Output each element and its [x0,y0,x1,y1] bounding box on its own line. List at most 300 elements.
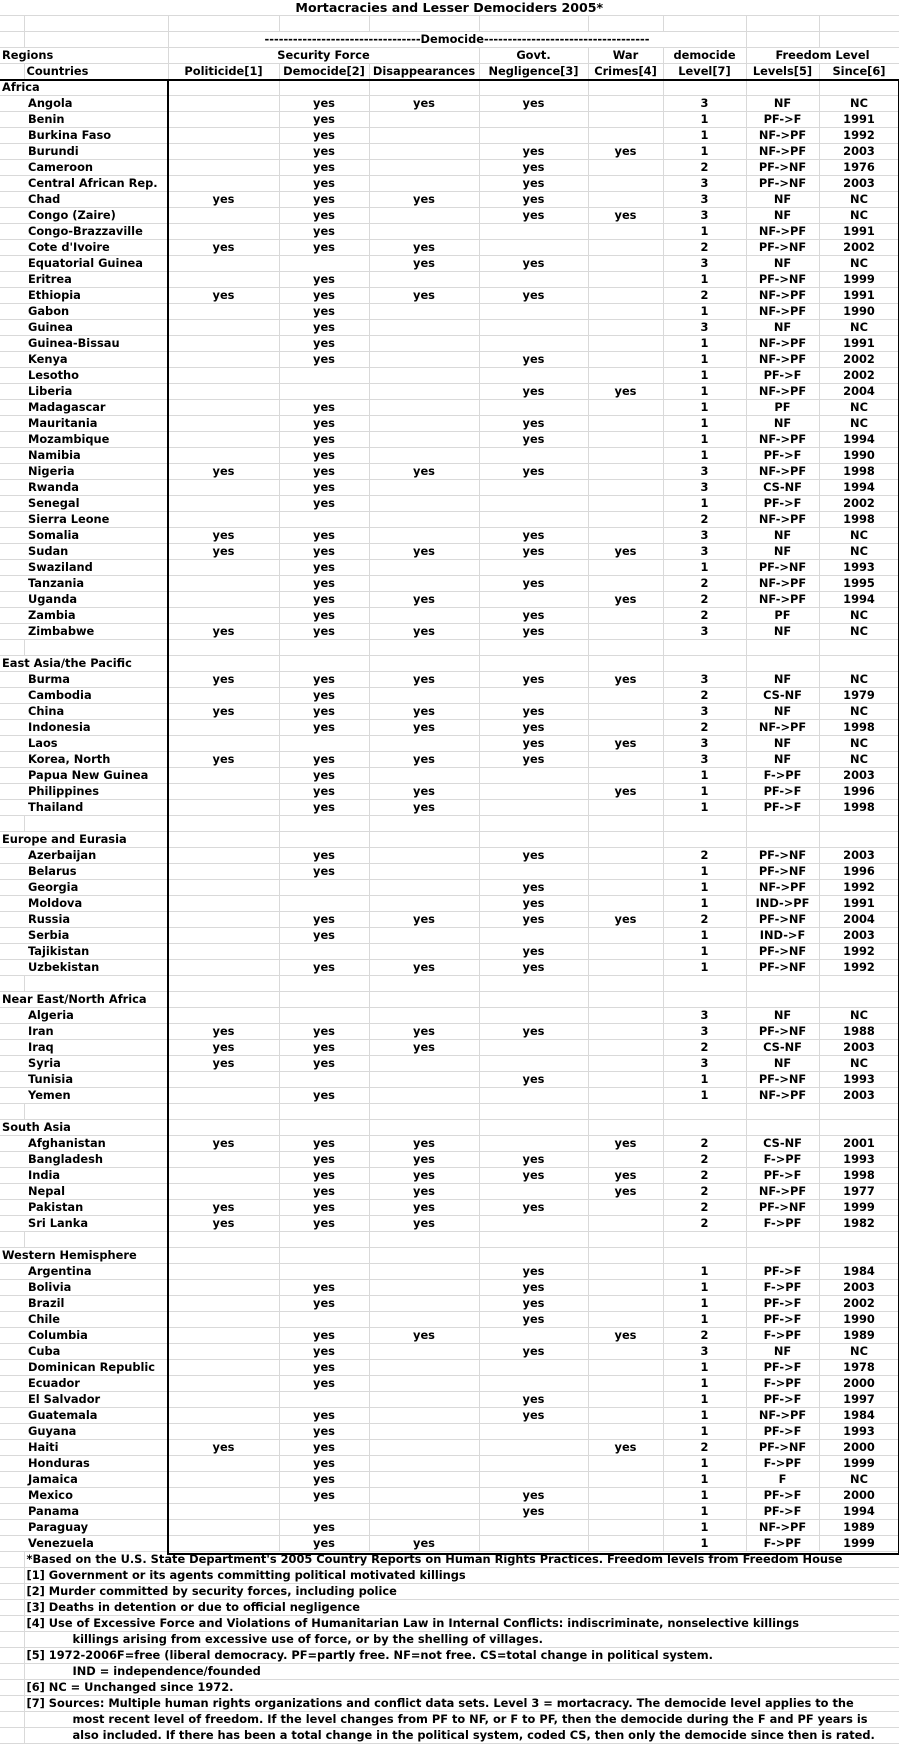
democide-level-cell: 1 [663,1536,746,1552]
democide-level-cell: 1 [663,1488,746,1504]
cell [663,656,746,672]
cell [479,1104,588,1120]
cell [819,640,899,656]
freedom-level-cell: NF [746,1344,819,1360]
politicide-cell [168,720,279,736]
country-row [0,784,899,800]
freedom-level-cell: NF->PF [746,352,819,368]
cell [279,656,369,672]
country-row [0,480,899,496]
democide-cell: yes [279,800,369,816]
democide-level-cell: 2 [663,512,746,528]
since-cell: 1984 [819,1408,899,1424]
freedom-level-cell: F->PF [746,1328,819,1344]
disappearances-cell [369,336,479,352]
democide-level-cell: 1 [663,1264,746,1280]
country-row [0,432,899,448]
disappearances-cell [369,448,479,464]
politicide-cell [168,96,279,112]
democide-cell: yes [279,1168,369,1184]
cell [588,640,663,656]
country-name: Rwanda [0,480,168,496]
negligence-cell: yes [479,1408,588,1424]
country-row [0,1216,899,1232]
democide-level-cell: 1 [663,1312,746,1328]
disappearances-cell: yes [369,1152,479,1168]
democide-cell: yes [279,752,369,768]
country-name: Burkina Faso [0,128,168,144]
disappearances-cell [369,480,479,496]
cell [168,80,279,96]
since-cell: 1992 [819,944,899,960]
cell [479,1232,588,1248]
politicide-cell: yes [168,752,279,768]
negligence-cell: yes [479,720,588,736]
politicide-cell [168,272,279,288]
negligence-cell: yes [479,1200,588,1216]
negligence-cell [479,784,588,800]
disappearances-cell: yes [369,96,479,112]
democide-level-cell: 3 [663,96,746,112]
politicide-cell [168,1088,279,1104]
country-name: Nepal [0,1184,168,1200]
negligence-cell [479,560,588,576]
freedom-level-cell: NF [746,192,819,208]
country-row [0,176,899,192]
politicide-cell [168,304,279,320]
politicide-cell [168,176,279,192]
country-row [0,1456,899,1472]
negligence-cell: yes [479,160,588,176]
country-row [0,1008,899,1024]
header-row-2 [0,64,899,80]
democide-cell: yes [279,624,369,640]
freedom-level-cell: NF [746,208,819,224]
war-crimes-cell [588,768,663,784]
democide-cell: yes [279,848,369,864]
region-header-row [0,1248,899,1264]
democide-cell: yes [279,1056,369,1072]
freedom-level-cell: PF->F [746,784,819,800]
politicide-cell: yes [168,528,279,544]
negligence-cell: yes [479,1392,588,1408]
note-continuation-row [0,1664,899,1680]
democide-level-cell: 1 [663,272,746,288]
freedom-level-cell: NF->PF [746,592,819,608]
democide-cell: yes [279,144,369,160]
freedom-levels-header: Levels[5] [746,64,819,80]
country-row [0,624,899,640]
cell [369,832,479,848]
democide-level-cell: 1 [663,336,746,352]
negligence-cell [479,1056,588,1072]
politicide-cell [168,736,279,752]
freedom-level-cell: NF [746,528,819,544]
democide-level-cell: 1 [663,1376,746,1392]
country-row [0,608,899,624]
freedom-level-cell: PF->F [746,1504,819,1520]
country-name: Somalia [0,528,168,544]
since-header: Since[6] [819,64,899,80]
democide-level-cell: 3 [663,736,746,752]
cell [369,80,479,96]
disappearances-cell [369,432,479,448]
war-crimes-cell [588,336,663,352]
note-row [0,1584,899,1600]
note-row [0,1552,899,1568]
disappearances-header: Disappearances [369,64,479,80]
negligence-cell: yes [479,1312,588,1328]
democide-level-cell: 1 [663,1280,746,1296]
politicide-cell [168,1456,279,1472]
country-row [0,384,899,400]
region-header-row [0,1120,899,1136]
negligence-cell [479,1520,588,1536]
country-name: Mauritania [0,416,168,432]
disappearances-cell [369,688,479,704]
country-row [0,304,899,320]
country-name: Philippines [0,784,168,800]
politicide-cell [168,1424,279,1440]
country-row [0,464,899,480]
country-name: Dominican Republic [0,1360,168,1376]
since-cell: 1996 [819,864,899,880]
negligence-cell [479,928,588,944]
politicide-cell [168,1168,279,1184]
democide-cell: yes [279,272,369,288]
cell [746,16,819,32]
war-crimes-cell: yes [588,736,663,752]
politicide-cell [168,400,279,416]
since-cell: 2000 [819,1440,899,1456]
negligence-cell: yes [479,464,588,480]
democide-cell: yes [279,1456,369,1472]
freedom-level-cell: NF [746,320,819,336]
freedom-level-cell: NF [746,624,819,640]
freedom-level-cell: NF [746,752,819,768]
democide-level-cell: 2 [663,1216,746,1232]
war-crimes-cell [588,1152,663,1168]
war-crimes-cell [588,608,663,624]
politicide-cell [168,224,279,240]
country-row [0,704,899,720]
country-name: Ethiopia [0,288,168,304]
country-name: Congo-Brazzaville [0,224,168,240]
negligence-cell: yes [479,416,588,432]
country-name: Iraq [0,1040,168,1056]
since-cell: NC [819,208,899,224]
democide-level-cell: 2 [663,1152,746,1168]
war-crimes-cell [588,352,663,368]
since-cell: NC [819,400,899,416]
politicide-cell [168,256,279,272]
negligence-cell: yes [479,544,588,560]
since-cell: NC [819,752,899,768]
disappearances-cell [369,416,479,432]
disappearances-cell [369,1440,479,1456]
negligence-cell [479,688,588,704]
freedom-level-cell: NF->PF [746,1520,819,1536]
cell [279,976,369,992]
politicide-cell: yes [168,544,279,560]
cell [0,1712,24,1728]
negligence-cell [479,1472,588,1488]
democide-level-cell: 1 [663,1424,746,1440]
since-cell: 1991 [819,224,899,240]
negligence-cell [479,240,588,256]
country-row [0,1168,899,1184]
country-name: Russia [0,912,168,928]
country-row [0,1296,899,1312]
democide-cell: yes [279,320,369,336]
negligence-cell: yes [479,944,588,960]
democide-cell: yes [279,1152,369,1168]
democide-level-cell: 1 [663,1520,746,1536]
democide-level-cell: 1 [663,112,746,128]
freedom-level-cell: NF->PF [746,128,819,144]
democide-level-cell: 3 [663,752,746,768]
cell [479,1120,588,1136]
democide-cell: yes [279,544,369,560]
democide-level-cell: 3 [663,176,746,192]
cell [819,1104,899,1120]
democide-cell: yes [279,1344,369,1360]
freedom-level-cell: NF->PF [746,512,819,528]
war-crimes-cell [588,496,663,512]
democide-cell [279,1008,369,1024]
negligence-cell: yes [479,1168,588,1184]
cell [663,1232,746,1248]
country-row [0,1504,899,1520]
war-crimes-cell [588,896,663,912]
war-crimes-cell [588,688,663,704]
war-crimes-cell [588,1072,663,1088]
democide-cell: yes [279,352,369,368]
disappearances-cell [369,208,479,224]
negligence-cell: yes [479,736,588,752]
war-crimes-cell: yes [588,1136,663,1152]
freedom-level-cell: PF->NF [746,848,819,864]
negligence-cell: yes [479,896,588,912]
disappearances-cell: yes [369,1136,479,1152]
disappearances-cell [369,1360,479,1376]
democide-level-cell: 3 [663,480,746,496]
negligence-cell [479,1184,588,1200]
region-header-row [0,992,899,1008]
since-cell: 2003 [819,1280,899,1296]
politicide-cell [168,112,279,128]
cell [819,1120,899,1136]
country-row [0,416,899,432]
negligence-cell [479,112,588,128]
freedom-level-cell: PF->NF [746,944,819,960]
war-crimes-cell [588,880,663,896]
since-cell: 1993 [819,560,899,576]
war-crimes-cell [588,128,663,144]
since-cell: 2003 [819,928,899,944]
politicide-cell [168,960,279,976]
democide-level-cell: 2 [663,1440,746,1456]
country-row [0,1152,899,1168]
democide-cell: yes [279,1040,369,1056]
country-name: Guyana [0,1424,168,1440]
cell [168,1232,279,1248]
cell [0,1584,24,1600]
since-cell: 1995 [819,576,899,592]
democide-level-cell: 1 [663,448,746,464]
politicide-cell: yes [168,192,279,208]
democide-level-cell: 1 [663,352,746,368]
democide-level-cell: 1 [663,1088,746,1104]
country-row [0,224,899,240]
disappearances-cell [369,1344,479,1360]
freedom-level-cell: PF->NF [746,176,819,192]
negligence-cell [479,1360,588,1376]
disappearances-cell: yes [369,1040,479,1056]
since-cell: 1994 [819,480,899,496]
disappearances-cell: yes [369,192,479,208]
cell [369,1232,479,1248]
democide-cell: yes [279,1200,369,1216]
disappearances-cell [369,1008,479,1024]
country-row [0,144,899,160]
freedom-level-cell: NF->PF [746,288,819,304]
country-row [0,112,899,128]
democide-cell [279,368,369,384]
cell [279,16,369,32]
since-cell: NC [819,96,899,112]
country-row [0,1136,899,1152]
disappearances-cell: yes [369,1328,479,1344]
politicide-cell: yes [168,288,279,304]
since-cell: 1999 [819,1536,899,1552]
negligence-cell: yes [479,288,588,304]
disappearances-cell [369,512,479,528]
freedom-level-cell: CS-NF [746,1136,819,1152]
negligence-cell: yes [479,256,588,272]
negligence-cell [479,1424,588,1440]
country-name: India [0,1168,168,1184]
country-row [0,1536,899,1552]
country-name: Eritrea [0,272,168,288]
democide-cell: yes [279,1488,369,1504]
negligence-cell [479,336,588,352]
war-crimes-cell [588,1376,663,1392]
since-cell: NC [819,624,899,640]
country-row [0,448,899,464]
cell [24,1232,168,1248]
freedom-level-cell: PF->F [746,448,819,464]
freedom-level-cell: NF [746,544,819,560]
politicide-cell [168,480,279,496]
country-row [0,1520,899,1536]
disappearances-cell [369,560,479,576]
negligence-cell: yes [479,384,588,400]
disappearances-cell [369,352,479,368]
country-row [0,960,899,976]
democide-cell: yes [279,192,369,208]
democide-level-cell: 2 [663,576,746,592]
country-row [0,1472,899,1488]
freedom-level-cell: PF->NF [746,1440,819,1456]
negligence-cell: yes [479,432,588,448]
freedom-level-cell: NF [746,704,819,720]
security-force-header: Security Force [168,48,479,64]
war-crimes-cell: yes [588,544,663,560]
war-crimes-cell [588,1424,663,1440]
democide-cell: yes [279,448,369,464]
war-crimes-cell: yes [588,784,663,800]
footnote: [5] 1972-2006F=free (liberal democracy. PF=partly free. NF=not free. CS=total change in political system. [24,1648,899,1664]
cell [479,1248,588,1264]
cell [819,656,899,672]
democide-level-cell: 1 [663,1408,746,1424]
negligence-cell [479,1376,588,1392]
freedom-level-cell: NF [746,1008,819,1024]
democide-cell: yes [279,1440,369,1456]
negligence-cell [479,1008,588,1024]
since-cell: NC [819,704,899,720]
country-name: Moldova [0,896,168,912]
footnote: [2] Murder committed by security forces, including police [24,1584,899,1600]
country-row [0,240,899,256]
war-crimes-cell [588,368,663,384]
democide-level-cell: 1 [663,928,746,944]
war-crimes-cell [588,480,663,496]
politicide-cell [168,336,279,352]
country-name: Honduras [0,1456,168,1472]
region-spacer [0,816,899,832]
politicide-cell: yes [168,464,279,480]
country-row [0,128,899,144]
war-crimes-cell [588,1312,663,1328]
democide-cell: yes [279,784,369,800]
country-row [0,688,899,704]
freedom-level-cell: NF->PF [746,304,819,320]
cell [0,1616,24,1632]
freedom-level-cell: PF->F [746,1488,819,1504]
politicide-cell [168,144,279,160]
since-cell: 2003 [819,176,899,192]
democide-cell [279,256,369,272]
country-row [0,1440,899,1456]
negligence-cell [479,128,588,144]
war-crimes-cell [588,1472,663,1488]
disappearances-cell [369,144,479,160]
politicide-cell [168,512,279,528]
disappearances-cell [369,304,479,320]
disappearances-cell [369,1296,479,1312]
cell [819,816,899,832]
country-name: Haiti [0,1440,168,1456]
democide-cell [279,384,369,400]
footnote: [4] Use of Excessive Force and Violations of Humanitarian Law in Internal Conflicts: indiscriminate, nonselective killings [24,1616,899,1632]
since-cell: 1979 [819,688,899,704]
country-row [0,272,899,288]
politicide-cell [168,352,279,368]
cell [369,640,479,656]
freedom-level-header: Freedom Level [746,48,899,64]
since-cell: NC [819,736,899,752]
war-crimes-cell [588,1056,663,1072]
democide-cell: yes [279,240,369,256]
country-name: Angola [0,96,168,112]
since-cell: 1994 [819,432,899,448]
negligence-cell: yes [479,848,588,864]
country-name: Liberia [0,384,168,400]
cell [168,832,279,848]
negligence-cell: yes [479,1504,588,1520]
